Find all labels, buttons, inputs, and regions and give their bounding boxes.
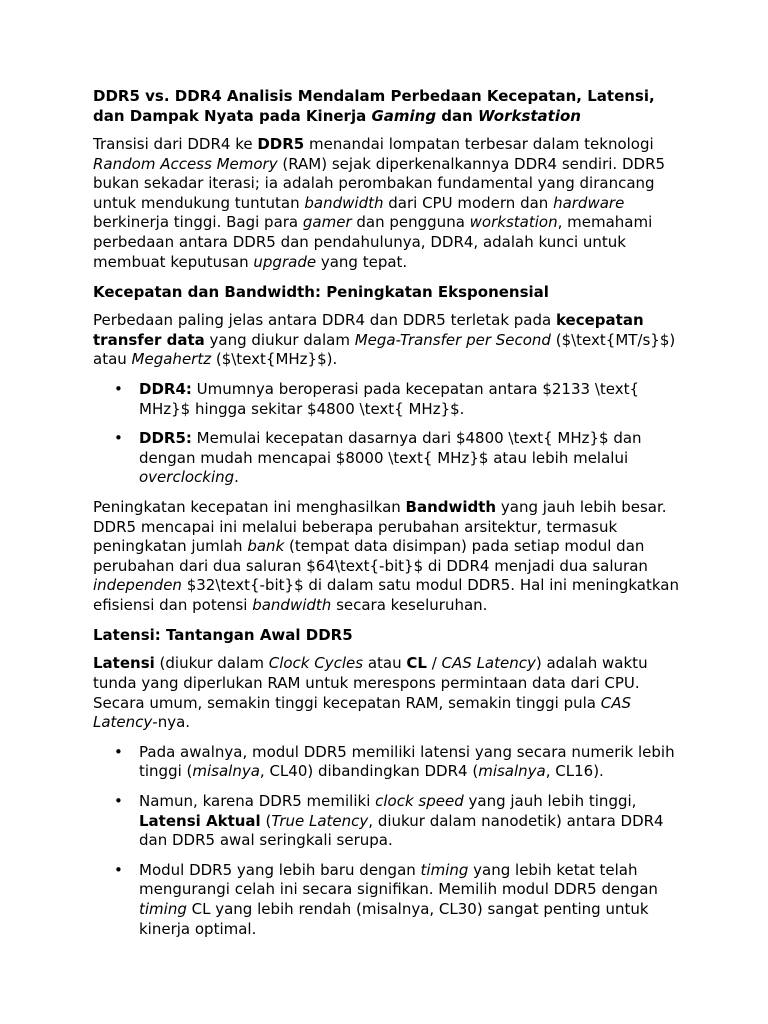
section-heading-speed: Kecepatan dan Bandwidth: Peningkatan Eksponensial bbox=[93, 283, 549, 302]
list-item: • Pada awalnya, modul DDR5 memiliki latensi yang secara numerik lebih tinggi (misalnya, CL40) dibandingkan DDR4 (misalnya, CL16). bbox=[114, 742, 675, 781]
speed-paragraph-2: Peningkatan kecepatan ini menghasilkan Bandwidth yang jauh lebih besar. DDR5 mencapai ini melalui beberapa perubahan arsitektur, termasuk peningkatan jumlah bank (tempat data disimpan) pada setiap modul dan perubahan dari dua saluran $64\text{-bit}$ di DDR4 menjadi dua saluran independen $32\text{-bit}$ di dalam satu modul DDR5. Hal ini meningkatkan efisiensi dan potensi bandwidth secara keseluruhan. bbox=[93, 497, 679, 614]
latency-bullet-list bbox=[93, 743, 683, 939]
bullet-marker: • bbox=[114, 860, 123, 879]
latency-paragraph-1: Latensi (diukur dalam Clock Cycles atau CL / CAS Latency) adalah waktu tunda yang diperlukan RAM untuk merespons permintaan data dari CPU. Secara umum, semakin tinggi kecepatan RAM, semakin tinggi pula CAS Latency-nya. bbox=[93, 654, 648, 732]
bullet-marker: • bbox=[114, 429, 123, 448]
list-item: • Modul DDR5 yang lebih baru dengan timing yang lebih ketat telah mengurangi celah ini secara signifikan. Memilih modul DDR5 dengan timing CL yang lebih rendah (misalnya, CL30) sangat penting untuk kinerja optimal. bbox=[114, 860, 658, 938]
speed-paragraph-1: Perbedaan paling jelas antara DDR4 dan DDR5 terletak pada kecepatan transfer data yang diukur dalam Mega-Transfer per Second ($\text{MT/s}$) atau Megahertz ($\text{MHz}$). bbox=[93, 311, 676, 369]
list-item: • Namun, karena DDR5 memiliki clock speed yang jauh lebih tinggi, Latensi Aktual (True Latency, diukur dalam nanodetik) antara DDR4 dan DDR5 awal seringkali serupa. bbox=[114, 792, 664, 850]
bullet-marker: • bbox=[114, 742, 123, 761]
bullet-marker: • bbox=[114, 379, 123, 398]
document-content bbox=[93, 86, 683, 949]
intro-paragraph: Transisi dari DDR4 ke DDR5 menandai lompatan terbesar dalam teknologi Random Access Memory (RAM) sejak diperkenalkannya DDR4 sendiri. DDR5 bukan sekadar iterasi; ia adalah perombakan fundamental yang dirancang untuk mendukung tuntutan bandwidth dari CPU modern dan hardware berkinerja tinggi. Bagi para gamer dan pengguna workstation, memahami perbedaan antara DDR5 dan pendahulunya, DDR4, adalah kunci untuk membuat keputusan upgrade yang tepat. bbox=[93, 135, 666, 271]
document-title: DDR5 vs. DDR4 Analisis Mendalam Perbedaan Kecepatan, Latensi, dan Dampak Nyata pada Kinerja Gaming dan Workstation bbox=[93, 87, 655, 125]
list-item: • DDR4: Umumnya beroperasi pada kecepatan antara $2133 \text{ MHz}$ hingga sekitar $4800 \text{ MHz}$. bbox=[114, 379, 640, 418]
bullet-marker: • bbox=[114, 792, 123, 811]
section-heading-latency: Latensi: Tantangan Awal DDR5 bbox=[93, 626, 353, 645]
speed-bullet-list bbox=[93, 380, 683, 488]
list-item: • DDR5: Memulai kecepatan dasarnya dari $4800 \text{ MHz}$ dan dengan mudah mencapai $8000 \text{ MHz}$ atau lebih melalui overclocking. bbox=[114, 429, 642, 487]
